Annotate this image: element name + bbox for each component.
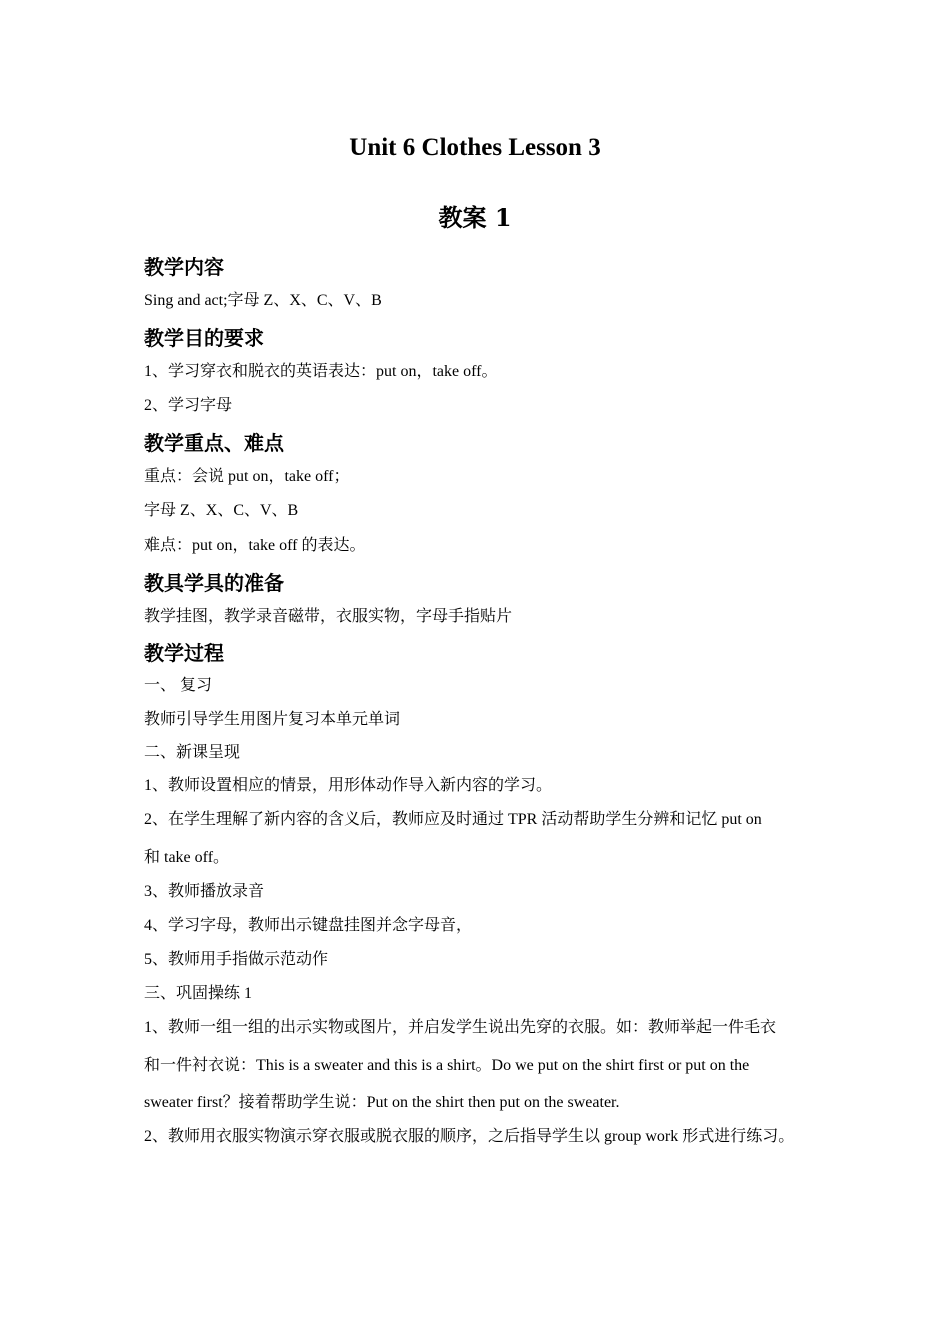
section-heading-materials: 教具学具的准备 (144, 571, 284, 595)
process-line: 二、新课呈现 (144, 744, 241, 761)
process-line: 和一件衬衣说：This is a sweater and this is a shirt。Do we put on the shirt first or put on the (144, 1057, 750, 1074)
section-heading-key-points: 教学重点、难点 (144, 431, 284, 455)
process-line: sweater first？接着帮助学生说：Put on the shirt then put on the sweater. (144, 1094, 620, 1111)
document-subtitle: 教案 1 (438, 203, 512, 232)
process-line: 5、教师用手指做示范动作 (144, 951, 329, 968)
section-heading-content: 教学内容 (144, 255, 224, 279)
process-line: 教师引导学生用图片复习本单元单词 (144, 711, 401, 728)
process-line: 1、教师一组一组的出示实物或图片，并启发学生说出先穿的衣服。如：教师举起一件毛衣 (144, 1019, 777, 1036)
section-heading-objectives: 教学目的要求 (144, 326, 264, 350)
process-line: 三、巩固操练 1 (144, 985, 253, 1002)
process-line: 2、在学生理解了新内容的含义后，教师应及时通过 TPR 活动帮助学生分辨和记忆 put on (144, 811, 762, 828)
materials-line: 教学挂图，教学录音磁带，衣服实物，字母手指贴片 (144, 608, 513, 625)
process-line: 和 take off。 (144, 849, 230, 866)
section-heading-process: 教学过程 (144, 641, 224, 665)
key-points-line: 难点：put on，take off 的表达。 (144, 537, 366, 554)
process-line: 2、教师用衣服实物演示穿衣服或脱衣服的顺序，之后指导学生以 group work 形式进行练习。 (144, 1128, 795, 1145)
key-points-line: 字母 Z、X、C、V、B (144, 502, 299, 519)
key-points-line: 重点：会说 put on，take off； (144, 468, 350, 485)
document-title: Unit 6 Clothes Lesson 3 (349, 134, 601, 161)
objectives-line: 2、学习字母 (144, 397, 233, 414)
content-line: Sing and act;字母 Z、X、C、V、B (144, 292, 382, 309)
process-line: 3、教师播放录音 (144, 883, 265, 900)
process-line: 1、教师设置相应的情景，用形体动作导入新内容的学习。 (144, 777, 553, 794)
objectives-line: 1、学习穿衣和脱衣的英语表达：put on，take off。 (144, 363, 498, 380)
process-line: 4、学习字母，教师出示键盘挂图并念字母音， (144, 917, 473, 934)
process-line: 一、 复习 (144, 677, 213, 694)
